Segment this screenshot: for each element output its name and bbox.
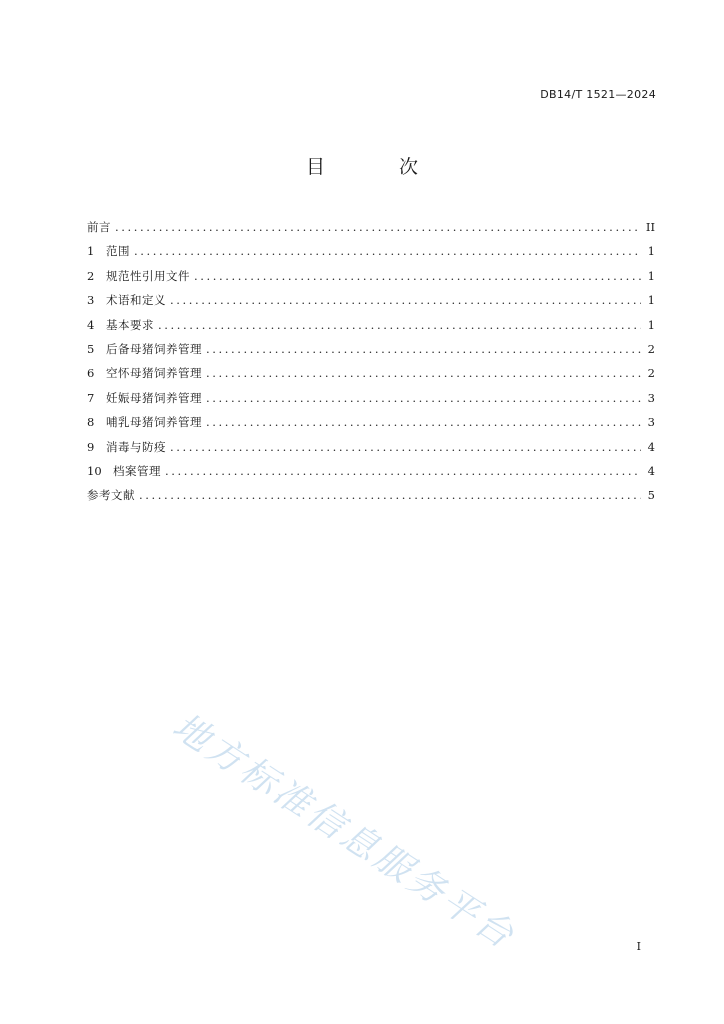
page-number: I	[636, 940, 641, 953]
toc-entry-page: 1	[647, 244, 655, 259]
toc-entry-text: 空怀母猪饲养管理	[106, 366, 202, 381]
toc-leader-dots	[194, 267, 641, 285]
toc-entry-number: 2	[87, 268, 95, 283]
toc-entry-9[interactable]	[87, 438, 655, 462]
toc-leader-dots	[170, 438, 641, 456]
toc-entry-number: 3	[87, 293, 95, 308]
toc-entry-text: 范围	[106, 244, 130, 259]
toc-leader-dots	[206, 364, 641, 382]
toc-entry-page: 4	[647, 463, 655, 478]
toc-entry-page: 2	[647, 366, 655, 381]
toc-entry-page: 4	[647, 439, 655, 454]
toc-entry-number: 6	[87, 366, 95, 381]
toc-entry-page: 3	[647, 390, 655, 405]
toc-entry-number: 10	[87, 463, 102, 478]
toc-entry-number: 7	[87, 390, 95, 405]
toc-entry-text: 消毒与防疫	[106, 439, 166, 454]
toc-leader-dots	[134, 242, 641, 260]
toc-leader-dots	[115, 218, 641, 236]
toc-entry-2[interactable]	[87, 267, 655, 291]
toc-leader-dots	[158, 316, 641, 334]
toc-entry-number: 5	[87, 341, 95, 356]
toc-entry-page: 5	[647, 488, 655, 503]
watermark: 地方标准信息服务平台	[165, 705, 524, 959]
toc-leader-dots	[206, 340, 641, 358]
toc-entry-text: 参考文献	[87, 488, 135, 503]
toc-leader-dots	[139, 486, 641, 504]
table-of-contents	[87, 218, 655, 511]
toc-entry-foreword[interactable]	[87, 218, 655, 242]
toc-leader-dots	[170, 291, 641, 309]
toc-entry-number: 9	[87, 439, 95, 454]
toc-leader-dots	[206, 413, 641, 431]
document-code: DB14/T 1521—2024	[540, 88, 656, 101]
toc-entry-text: 后备母猪饲养管理	[106, 341, 202, 356]
toc-entry-page: 1	[647, 293, 655, 308]
toc-entry-number: 1	[87, 244, 95, 259]
toc-entry-10[interactable]	[87, 462, 655, 486]
toc-entry-page: 1	[647, 268, 655, 283]
toc-entry-page: 2	[647, 341, 655, 356]
toc-title: 目 次	[305, 156, 453, 178]
toc-entry-text: 术语和定义	[106, 293, 166, 308]
toc-leader-dots	[206, 389, 641, 407]
toc-entry-text: 前言	[87, 220, 111, 234]
toc-leader-dots	[165, 462, 641, 480]
toc-entry-page: II	[645, 220, 655, 234]
toc-entry-page: 3	[647, 415, 655, 430]
toc-entry-text: 基本要求	[106, 317, 154, 332]
toc-entry-8[interactable]	[87, 413, 655, 437]
toc-entry-references[interactable]	[87, 486, 655, 510]
toc-entry-6[interactable]	[87, 364, 655, 388]
toc-entry-page: 1	[647, 317, 655, 332]
toc-entry-text: 档案管理	[113, 463, 161, 478]
toc-entry-5[interactable]	[87, 340, 655, 364]
toc-entry-text: 哺乳母猪饲养管理	[106, 415, 202, 430]
toc-entry-text: 规范性引用文件	[106, 268, 190, 283]
toc-entry-7[interactable]	[87, 389, 655, 413]
toc-entry-text: 妊娠母猪饲养管理	[106, 390, 202, 405]
toc-entry-number: 8	[87, 415, 95, 430]
toc-entry-3[interactable]	[87, 291, 655, 315]
toc-entry-number: 4	[87, 317, 95, 332]
toc-entry-4[interactable]	[87, 316, 655, 340]
toc-entry-1[interactable]	[87, 242, 655, 266]
